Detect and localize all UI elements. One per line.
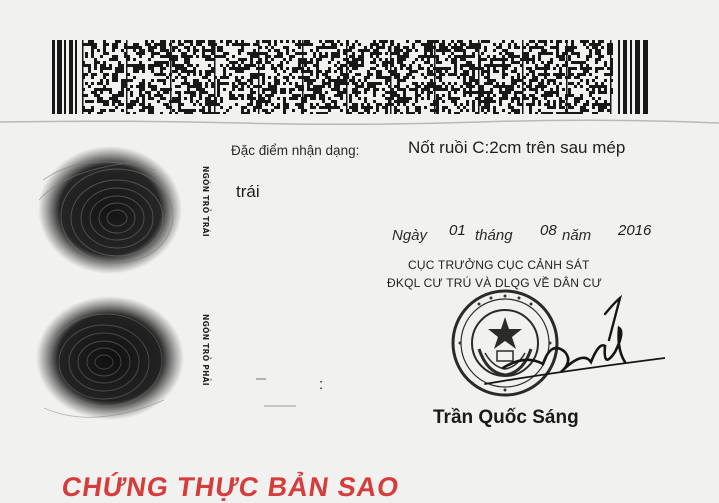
identification-value-line2: trái [236, 182, 260, 201]
date-day-word: Ngày [392, 227, 428, 244]
fingerprint-right-label: NGÓN TRỎ PHẢI [201, 314, 210, 386]
divider [0, 118, 719, 126]
blank-field-colon: : [319, 376, 324, 393]
date-day: 01 [449, 222, 466, 239]
blank-field-lines [230, 375, 350, 411]
authority-line1: CỤC TRƯỞNG CỤC CẢNH SÁT [408, 258, 590, 272]
fingerprint-left-label: NGÓN TRỎ TRÁI [201, 166, 210, 237]
date-month: 08 [540, 222, 557, 239]
date-month-word: tháng [475, 227, 513, 244]
authority-line2: ĐKQL CƯ TRÚ VÀ DLQG VỀ DÂN CƯ [387, 276, 603, 290]
certification-stamp: CHỨNG THỰC BẢN SAO [59, 472, 402, 502]
identification-label: Đặc điểm nhận dạng: [231, 143, 360, 158]
date-year: 2016 [618, 222, 652, 239]
signature-icon [465, 292, 665, 392]
fingerprint-right-icon [24, 290, 184, 430]
qr-barcode-icon [52, 40, 648, 114]
fingerprint-left-icon [25, 140, 185, 280]
signer-name: Trần Quốc Sáng [433, 407, 579, 428]
identification-value-line1: Nốt ruồi C:2cm trên sau mép [408, 138, 626, 157]
date-year-word: năm [562, 227, 592, 244]
